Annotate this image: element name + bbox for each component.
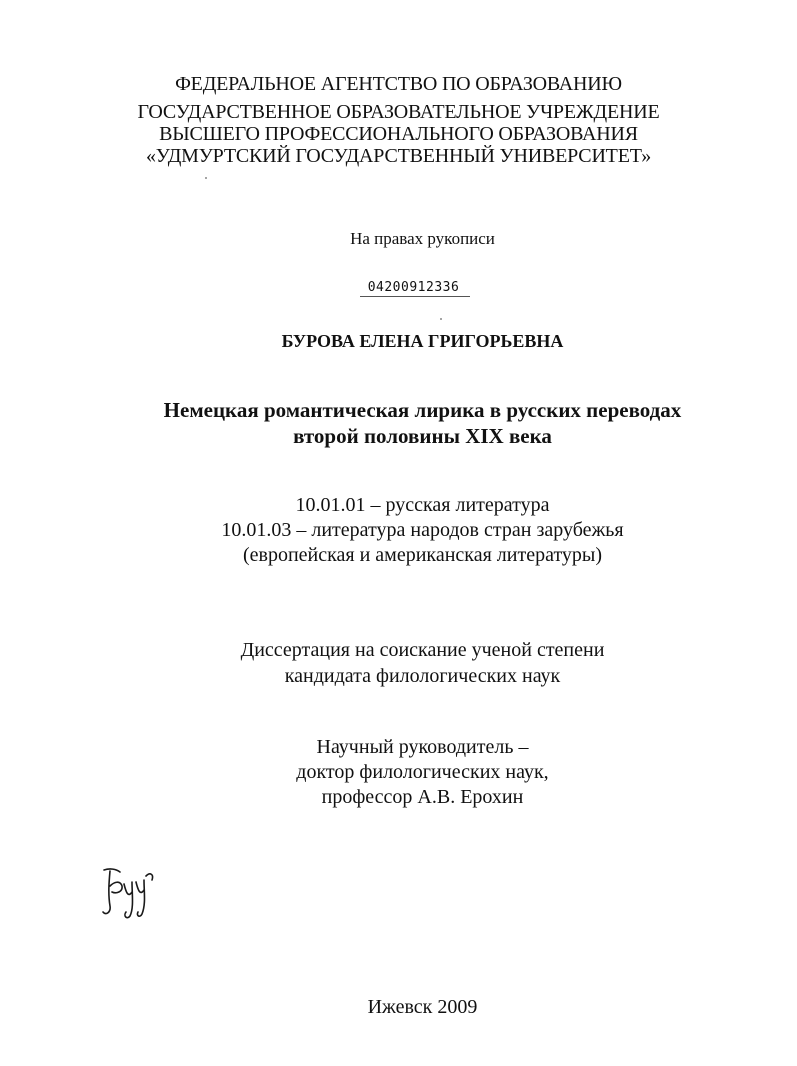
dissertation-title-line-1: Немецкая романтическая лирика в русских переводах	[163, 398, 682, 422]
author-name: БУРОВА ЕЛЕНА ГРИГОРЬЕВНА	[281, 331, 564, 351]
degree-line-1: Диссертация на соискание ученой степени	[240, 639, 605, 661]
institution-line-1: ГОСУДАРСТВЕННОЕ ОБРАЗОВАТЕЛЬНОЕ УЧРЕЖДЕНИЕ	[137, 101, 660, 123]
institution-line-2: ВЫСШЕГО ПРОФЕССИОНАЛЬНОГО ОБРАЗОВАНИЯ	[159, 123, 638, 145]
specialty-line-3: (европейская и американская литературы)	[242, 544, 603, 566]
manuscript-note: На правах рукописи	[350, 229, 495, 248]
institution-line-3: «УДМУРТСКИЙ ГОСУДАРСТВЕННЫЙ УНИВЕРСИТЕТ»	[145, 145, 652, 167]
specialty-line-2: 10.01.03 – литература народов стран зарубежья	[221, 519, 624, 541]
dissertation-title-line-2: второй половины XIX века	[293, 424, 552, 448]
supervisor-line-1: Научный руководитель –	[316, 736, 529, 758]
supervisor-line-2: доктор филологических наук,	[296, 761, 549, 783]
registration-number-underline	[360, 296, 470, 297]
agency-heading: ФЕДЕРАЛЬНОЕ АГЕНТСТВО ПО ОБРАЗОВАНИЮ	[175, 73, 622, 95]
degree-line-2: кандидата филологических наук	[284, 665, 561, 687]
registration-number: 04200912336	[367, 280, 460, 295]
specialty-line-1: 10.01.01 – русская литература	[295, 494, 550, 516]
handwritten-signature	[96, 862, 160, 922]
scan-speck	[440, 318, 442, 320]
supervisor-line-3: профессор А.В. Ерохин	[321, 786, 524, 808]
place-and-year: Ижевск 2009	[367, 996, 478, 1018]
scan-speck	[205, 177, 207, 179]
